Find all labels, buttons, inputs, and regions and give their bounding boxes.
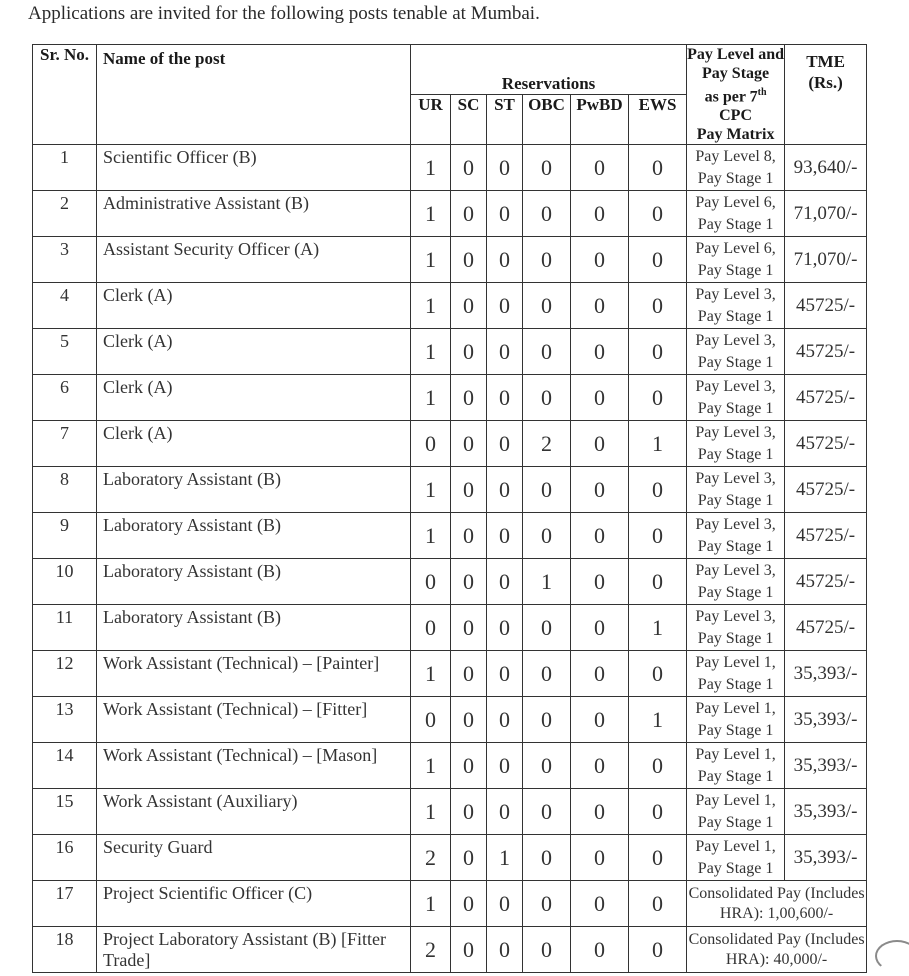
cell-ews: 0: [629, 283, 687, 329]
cell-pwbd: 0: [571, 467, 629, 513]
cell-post-name: Clerk (A): [97, 421, 411, 467]
header-reservations: Reservations: [411, 45, 687, 95]
cell-obc: 0: [523, 605, 571, 651]
header-pay-line: Pay Matrix: [696, 126, 775, 144]
cell-sc: 0: [451, 559, 487, 605]
cell-ews: 0: [629, 743, 687, 789]
cell-sc: 0: [451, 927, 487, 973]
cell-sc: 0: [451, 605, 487, 651]
cell-st: 0: [487, 283, 523, 329]
cell-ur: 0: [411, 605, 451, 651]
table-row: [33, 421, 867, 467]
cell-st: 0: [487, 421, 523, 467]
header-pay-line: Pay Level and: [687, 46, 785, 63]
cell-ews: 0: [629, 881, 687, 927]
cell-pwbd: 0: [571, 421, 629, 467]
header-pwbd: PwBD: [571, 95, 629, 145]
cell-pwbd: 0: [571, 375, 629, 421]
cell-ur: 1: [411, 513, 451, 559]
cell-post-name: Work Assistant (Auxiliary): [97, 789, 411, 835]
cell-post-name: Scientific Officer (B): [97, 145, 411, 191]
table-header: [33, 45, 867, 145]
header-obc: OBC: [523, 95, 571, 145]
cell-post-name: Laboratory Assistant (B): [97, 559, 411, 605]
cell-tme: 45725/-: [785, 421, 867, 467]
cell-sc: 0: [451, 283, 487, 329]
cell-pwbd: 0: [571, 605, 629, 651]
cell-st: 0: [487, 605, 523, 651]
cell-st: 0: [487, 789, 523, 835]
cell-pwbd: 0: [571, 789, 629, 835]
cell-st: 0: [487, 467, 523, 513]
cell-obc: 0: [523, 651, 571, 697]
cell-pwbd: 0: [571, 145, 629, 191]
cell-pay-level: Pay Level 3, Pay Stage 1: [687, 513, 785, 559]
cell-sr-no: 10: [33, 559, 97, 605]
table-row: [33, 375, 867, 421]
cell-pwbd: 0: [571, 927, 629, 973]
cell-obc: 0: [523, 743, 571, 789]
cell-sr-no: 7: [33, 421, 97, 467]
table-row: [33, 467, 867, 513]
cell-sr-no: 2: [33, 191, 97, 237]
header-ews: EWS: [629, 95, 687, 145]
header-post-name: Name of the post: [97, 45, 411, 145]
table-row: [33, 191, 867, 237]
cell-ews: 0: [629, 191, 687, 237]
cell-pwbd: 0: [571, 237, 629, 283]
cell-obc: 1: [523, 559, 571, 605]
cell-pay-level: Pay Level 1, Pay Stage 1: [687, 835, 785, 881]
cell-tme: 35,393/-: [785, 743, 867, 789]
cell-obc: 0: [523, 697, 571, 743]
cell-pay-level: Pay Level 6, Pay Stage 1: [687, 191, 785, 237]
cell-ur: 2: [411, 927, 451, 973]
cell-tme: 45725/-: [785, 283, 867, 329]
cell-post-name: Laboratory Assistant (B): [97, 513, 411, 559]
cell-pay-level: Pay Level 6, Pay Stage 1: [687, 237, 785, 283]
cell-consolidated-pay: Consolidated Pay (Includes HRA): 40,000/-: [687, 927, 867, 973]
cell-sc: 0: [451, 329, 487, 375]
header-st: ST: [487, 95, 523, 145]
cell-ur: 0: [411, 559, 451, 605]
cell-pay-level: Pay Level 3, Pay Stage 1: [687, 375, 785, 421]
cell-obc: 0: [523, 329, 571, 375]
cell-sr-no: 17: [33, 881, 97, 927]
cell-pay-level: Pay Level 1, Pay Stage 1: [687, 743, 785, 789]
table-row: [33, 927, 867, 973]
cell-sc: 0: [451, 237, 487, 283]
cell-pwbd: 0: [571, 835, 629, 881]
cell-ews: 0: [629, 789, 687, 835]
cell-tme: 71,070/-: [785, 191, 867, 237]
cell-pwbd: 0: [571, 697, 629, 743]
cell-ews: 0: [629, 651, 687, 697]
cell-ews: 1: [629, 697, 687, 743]
cell-sr-no: 5: [33, 329, 97, 375]
cell-post-name: Project Scientific Officer (C): [97, 881, 411, 927]
cell-pay-level: Pay Level 3, Pay Stage 1: [687, 559, 785, 605]
cell-obc: 0: [523, 237, 571, 283]
cell-ews: 0: [629, 513, 687, 559]
cell-consolidated-pay: Consolidated Pay (Includes HRA): 1,00,600/-: [687, 881, 867, 927]
cell-ews: 0: [629, 329, 687, 375]
cell-pwbd: 0: [571, 743, 629, 789]
cell-tme: 93,640/-: [785, 145, 867, 191]
cell-sr-no: 9: [33, 513, 97, 559]
cell-st: 0: [487, 881, 523, 927]
cell-sc: 0: [451, 789, 487, 835]
cell-sr-no: 1: [33, 145, 97, 191]
cell-st: 0: [487, 927, 523, 973]
cell-ur: 2: [411, 835, 451, 881]
header-sc: SC: [451, 95, 487, 145]
cell-st: 0: [487, 145, 523, 191]
cell-post-name: Laboratory Assistant (B): [97, 605, 411, 651]
cell-pay-level: Pay Level 3, Pay Stage 1: [687, 605, 785, 651]
cell-sc: 0: [451, 743, 487, 789]
cell-tme: 45725/-: [785, 513, 867, 559]
cell-sr-no: 8: [33, 467, 97, 513]
intro-text: Applications are invited for the following posts tenable at Mumbai.: [28, 3, 540, 24]
cell-tme: 35,393/-: [785, 789, 867, 835]
cell-post-name: Work Assistant (Technical) – [Fitter]: [97, 697, 411, 743]
cell-st: 0: [487, 651, 523, 697]
cell-pwbd: 0: [571, 283, 629, 329]
table-row: [33, 605, 867, 651]
cell-post-name: Clerk (A): [97, 329, 411, 375]
cell-st: 0: [487, 237, 523, 283]
cell-sr-no: 14: [33, 743, 97, 789]
cell-obc: 2: [523, 421, 571, 467]
header-tme: TME (Rs.): [785, 45, 867, 145]
cell-pwbd: 0: [571, 881, 629, 927]
header-ur: UR: [411, 95, 451, 145]
cell-tme: 35,393/-: [785, 697, 867, 743]
cell-sr-no: 4: [33, 283, 97, 329]
cell-post-name: Project Laboratory Assistant (B) [Fitter Trade]: [97, 927, 411, 973]
cell-ews: 0: [629, 375, 687, 421]
cell-pay-level: Pay Level 3, Pay Stage 1: [687, 421, 785, 467]
cell-st: 0: [487, 743, 523, 789]
cell-tme: 45725/-: [785, 559, 867, 605]
header-pay-line: as per 7th CPC: [704, 87, 767, 125]
cell-sc: 0: [451, 513, 487, 559]
cell-sc: 0: [451, 835, 487, 881]
cell-pay-level: Pay Level 3, Pay Stage 1: [687, 329, 785, 375]
cell-ur: 1: [411, 329, 451, 375]
table-body: [33, 145, 867, 973]
cell-ur: 1: [411, 191, 451, 237]
cell-sc: 0: [451, 467, 487, 513]
header-pay-line: Pay Stage: [702, 65, 770, 82]
cell-ews: 0: [629, 145, 687, 191]
cell-obc: 0: [523, 927, 571, 973]
cell-tme: 45725/-: [785, 375, 867, 421]
cell-sc: 0: [451, 651, 487, 697]
cell-st: 0: [487, 513, 523, 559]
cell-ur: 1: [411, 145, 451, 191]
cell-sr-no: 16: [33, 835, 97, 881]
cell-post-name: Laboratory Assistant (B): [97, 467, 411, 513]
table-row: [33, 881, 867, 927]
table-row: [33, 513, 867, 559]
cell-tme: 35,393/-: [785, 651, 867, 697]
cell-post-name: Work Assistant (Technical) – [Mason]: [97, 743, 411, 789]
cell-obc: 0: [523, 881, 571, 927]
cell-sc: 0: [451, 881, 487, 927]
cell-pwbd: 0: [571, 513, 629, 559]
cell-tme: 35,393/-: [785, 835, 867, 881]
cell-post-name: Assistant Security Officer (A): [97, 237, 411, 283]
cell-sr-no: 13: [33, 697, 97, 743]
table-row: [33, 237, 867, 283]
cell-ur: 1: [411, 651, 451, 697]
cell-ur: 0: [411, 421, 451, 467]
cell-sr-no: 18: [33, 927, 97, 973]
table-row: [33, 559, 867, 605]
cell-post-name: Clerk (A): [97, 375, 411, 421]
cell-st: 0: [487, 697, 523, 743]
cell-tme: 45725/-: [785, 329, 867, 375]
cell-obc: 0: [523, 191, 571, 237]
cell-ur: 1: [411, 743, 451, 789]
cell-st: 0: [487, 191, 523, 237]
cell-obc: 0: [523, 375, 571, 421]
cell-ews: 1: [629, 605, 687, 651]
table-row: [33, 789, 867, 835]
cell-post-name: Administrative Assistant (B): [97, 191, 411, 237]
cell-ews: 0: [629, 835, 687, 881]
cell-ur: 0: [411, 697, 451, 743]
posts-table: [32, 44, 867, 973]
cell-obc: 0: [523, 145, 571, 191]
cell-pwbd: 0: [571, 329, 629, 375]
cell-ur: 1: [411, 467, 451, 513]
cell-pay-level: Pay Level 1, Pay Stage 1: [687, 697, 785, 743]
cell-sc: 0: [451, 697, 487, 743]
cell-sr-no: 6: [33, 375, 97, 421]
cell-obc: 0: [523, 283, 571, 329]
cell-st: 1: [487, 835, 523, 881]
cell-st: 0: [487, 329, 523, 375]
cell-ews: 0: [629, 927, 687, 973]
cell-post-name: Clerk (A): [97, 283, 411, 329]
cell-tme: 71,070/-: [785, 237, 867, 283]
cell-pay-level: Pay Level 1, Pay Stage 1: [687, 789, 785, 835]
cell-pwbd: 0: [571, 651, 629, 697]
cell-sc: 0: [451, 421, 487, 467]
cell-sr-no: 12: [33, 651, 97, 697]
cell-sc: 0: [451, 145, 487, 191]
cell-sr-no: 15: [33, 789, 97, 835]
table-row: [33, 697, 867, 743]
cell-ews: 0: [629, 559, 687, 605]
cell-st: 0: [487, 375, 523, 421]
cell-ur: 1: [411, 283, 451, 329]
table-row: [33, 835, 867, 881]
cell-post-name: Work Assistant (Technical) – [Painter]: [97, 651, 411, 697]
cell-pwbd: 0: [571, 191, 629, 237]
cell-tme: 45725/-: [785, 605, 867, 651]
header-pay-level: [687, 45, 785, 145]
cell-ur: 1: [411, 789, 451, 835]
header-sr-no: Sr. No.: [33, 45, 97, 145]
cell-ews: 0: [629, 467, 687, 513]
cell-pwbd: 0: [571, 559, 629, 605]
cell-tme: 45725/-: [785, 467, 867, 513]
table-row: [33, 145, 867, 191]
cell-ur: 1: [411, 237, 451, 283]
cell-pay-level: Pay Level 1, Pay Stage 1: [687, 651, 785, 697]
cell-ews: 1: [629, 421, 687, 467]
cell-sc: 0: [451, 375, 487, 421]
table-row: [33, 283, 867, 329]
cell-st: 0: [487, 559, 523, 605]
cell-obc: 0: [523, 789, 571, 835]
cell-ews: 0: [629, 237, 687, 283]
table-row: [33, 743, 867, 789]
page-edge-mark: [875, 940, 909, 972]
cell-obc: 0: [523, 467, 571, 513]
cell-obc: 0: [523, 513, 571, 559]
cell-sc: 0: [451, 191, 487, 237]
table-row: [33, 329, 867, 375]
table-row: [33, 651, 867, 697]
cell-post-name: Security Guard: [97, 835, 411, 881]
cell-sr-no: 11: [33, 605, 97, 651]
cell-ur: 1: [411, 881, 451, 927]
cell-pay-level: Pay Level 3, Pay Stage 1: [687, 467, 785, 513]
cell-ur: 1: [411, 375, 451, 421]
cell-sr-no: 3: [33, 237, 97, 283]
cell-pay-level: Pay Level 8, Pay Stage 1: [687, 145, 785, 191]
cell-obc: 0: [523, 835, 571, 881]
cell-pay-level: Pay Level 3, Pay Stage 1: [687, 283, 785, 329]
